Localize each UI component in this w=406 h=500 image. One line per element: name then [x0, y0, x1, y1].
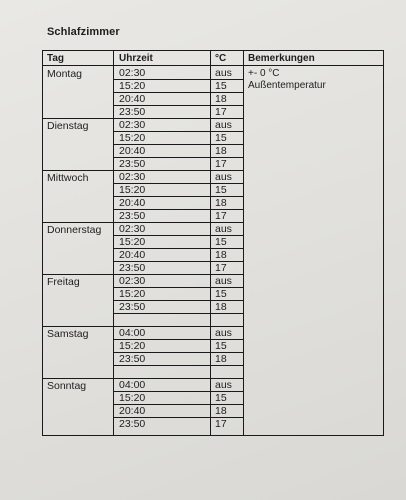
temp-cell: 15 [215, 288, 227, 300]
day-label: Samstag [47, 328, 89, 340]
temp-cell: aus [215, 119, 232, 131]
time-cell: 15:20 [119, 340, 146, 352]
temp-cell: 15 [215, 392, 227, 404]
header-remarks: Bemerkungen [248, 53, 315, 64]
time-cell: 23:50 [119, 210, 146, 222]
time-cell: 23:50 [119, 418, 146, 430]
temp-cell: 15 [215, 80, 227, 92]
temp-cell: aus [215, 327, 232, 339]
time-cell: 02:30 [119, 223, 146, 235]
time-cell: 02:30 [119, 119, 146, 131]
remark-line: +- 0 °C [248, 68, 280, 79]
time-cell: 20:40 [119, 93, 146, 105]
temp-cell: 18 [215, 301, 227, 313]
temp-cell: 18 [215, 145, 227, 157]
temp-cell: aus [215, 379, 232, 391]
day-label: Dienstag [47, 120, 89, 132]
day-label: Sonntag [47, 380, 87, 392]
temp-cell: 17 [215, 158, 227, 170]
day-label: Freitag [47, 276, 80, 288]
temp-cell: 17 [215, 106, 227, 118]
time-cell: 04:00 [119, 327, 146, 339]
remark-line: Außentemperatur [248, 80, 326, 91]
time-cell: 15:20 [119, 288, 146, 300]
temp-cell: 18 [215, 249, 227, 261]
time-cell: 15:20 [119, 392, 146, 404]
temp-cell: aus [215, 275, 232, 287]
temp-cell: 18 [215, 197, 227, 209]
temp-cell: aus [215, 171, 232, 183]
day-label: Donnerstag [47, 224, 102, 236]
temp-cell: 15 [215, 132, 227, 144]
time-cell: 23:50 [119, 262, 146, 274]
document-title: Schlafzimmer [47, 26, 120, 38]
row-divider [113, 313, 243, 314]
temp-cell: aus [215, 223, 232, 235]
time-cell: 15:20 [119, 80, 146, 92]
time-cell: 02:30 [119, 67, 146, 79]
time-cell: 23:50 [119, 158, 146, 170]
temp-cell: 17 [215, 418, 227, 430]
temp-cell: 15 [215, 236, 227, 248]
day-label: Montag [47, 68, 83, 80]
time-cell: 02:30 [119, 171, 146, 183]
schedule-table [42, 50, 384, 436]
day-label: Mittwoch [47, 172, 89, 184]
temp-cell: 15 [215, 184, 227, 196]
header-divider [43, 65, 383, 66]
time-cell: 15:20 [119, 132, 146, 144]
time-cell: 20:40 [119, 405, 146, 417]
temp-cell: 18 [215, 93, 227, 105]
header-temp: °C [215, 53, 227, 64]
time-cell: 23:50 [119, 106, 146, 118]
row-divider [113, 365, 243, 366]
temp-cell: 17 [215, 262, 227, 274]
time-cell: 15:20 [119, 236, 146, 248]
time-cell: 23:50 [119, 353, 146, 365]
time-cell: 02:30 [119, 275, 146, 287]
time-cell: 20:40 [119, 197, 146, 209]
temp-cell: 17 [215, 210, 227, 222]
time-cell: 20:40 [119, 145, 146, 157]
time-cell: 23:50 [119, 301, 146, 313]
temp-cell: aus [215, 67, 232, 79]
time-cell: 04:00 [119, 379, 146, 391]
header-time: Uhrzeit [119, 53, 153, 64]
time-cell: 20:40 [119, 249, 146, 261]
time-cell: 15:20 [119, 184, 146, 196]
temp-cell: 18 [215, 353, 227, 365]
header-day: Tag [47, 53, 65, 64]
column-divider [243, 51, 244, 435]
temp-cell: 18 [215, 405, 227, 417]
temp-cell: 15 [215, 340, 227, 352]
